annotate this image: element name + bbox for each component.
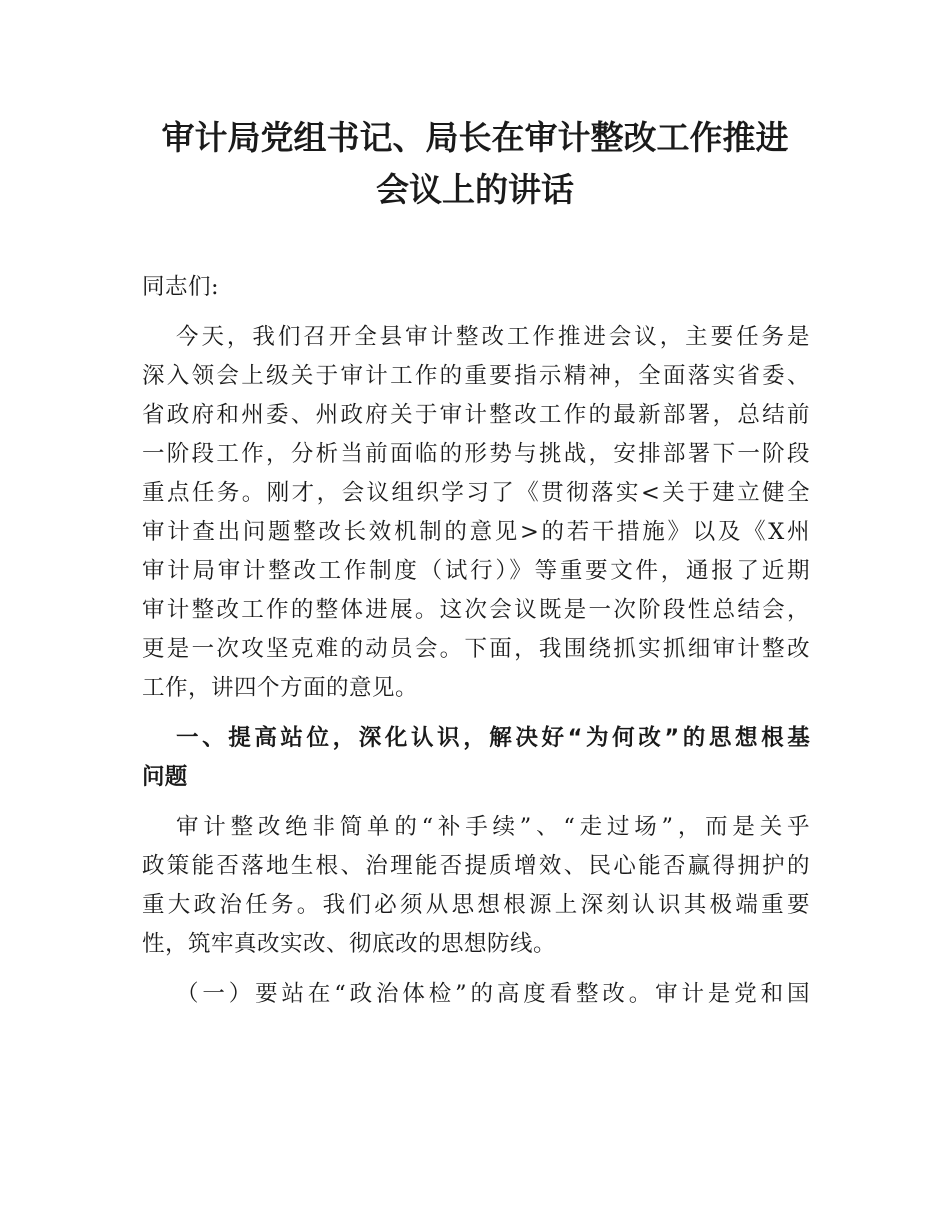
document-body — [142, 268, 810, 1014]
paragraph-line: 省政府和州委、州政府关于审计整改工作的最新部署，总结前 — [142, 402, 810, 428]
paragraph-line: 审计查出问题整改长效机制的意见>的若干措施》以及《X州 — [142, 519, 810, 545]
paragraph-line: 重点任务。刚才，会议组织学习了《贯彻落实<关于建立健全 — [142, 480, 810, 506]
paragraph-line: 审计整改工作的整体进展。这次会议既是一次阶段性总结会， — [142, 597, 810, 623]
title-line: 会议上的讲话 — [376, 170, 574, 209]
paragraph-line: 一阶段工作，分析当前面临的形势与挑战，安排部署下一阶段 — [142, 441, 810, 467]
intro-paragraph — [142, 318, 810, 708]
paragraph-line: 工作，讲四个方面的意见。 — [142, 675, 419, 701]
paragraph-line: 深入领会上级关于审计工作的重要指示精神，全面落实省委、 — [142, 363, 810, 389]
paragraph-gap — [142, 708, 810, 719]
paragraph-line: 今天，我们召开全县审计整改工作推进会议，主要任务是 — [176, 324, 810, 350]
paragraph-line: 更是一次攻坚克难的动员会。下面，我围绕抓实抓细审计整改 — [142, 636, 810, 662]
paragraph-line: 性，筑牢真改实改、彻底改的思想防线。 — [142, 931, 557, 957]
section-heading-1 — [142, 719, 810, 797]
paragraph-line: 政策能否落地生根、治理能否提质增效、民心能否赢得拥护的 — [142, 853, 810, 879]
paragraph-line: 审计局审计整改工作制度（试行）》等重要文件，通报了近期 — [142, 558, 810, 584]
heading-line: 一、提高站位，深化认识，解决好“为何改”的思想根基 — [176, 725, 810, 751]
paragraph-line: 重大政治任务。我们必须从思想根源上深刻认识其极端重要 — [142, 892, 810, 918]
heading-line: 问题 — [142, 764, 188, 790]
paragraph-line: 审计整改绝非简单的“补手续”、“走过场”，而是关乎 — [176, 814, 810, 840]
document-title — [120, 112, 830, 216]
title-line: 审计局党组书记、局长在审计整改工作推进 — [161, 118, 789, 157]
salutation — [142, 268, 810, 307]
paragraph-gap — [142, 964, 810, 975]
section-paragraph — [142, 808, 810, 964]
salutation-text: 同志们: — [142, 274, 220, 300]
paragraph-line: （一）要站在“政治体检”的高度看整改。审计是党和国 — [176, 981, 810, 1007]
subsection-paragraph — [142, 975, 810, 1014]
paragraph-gap — [142, 797, 810, 808]
